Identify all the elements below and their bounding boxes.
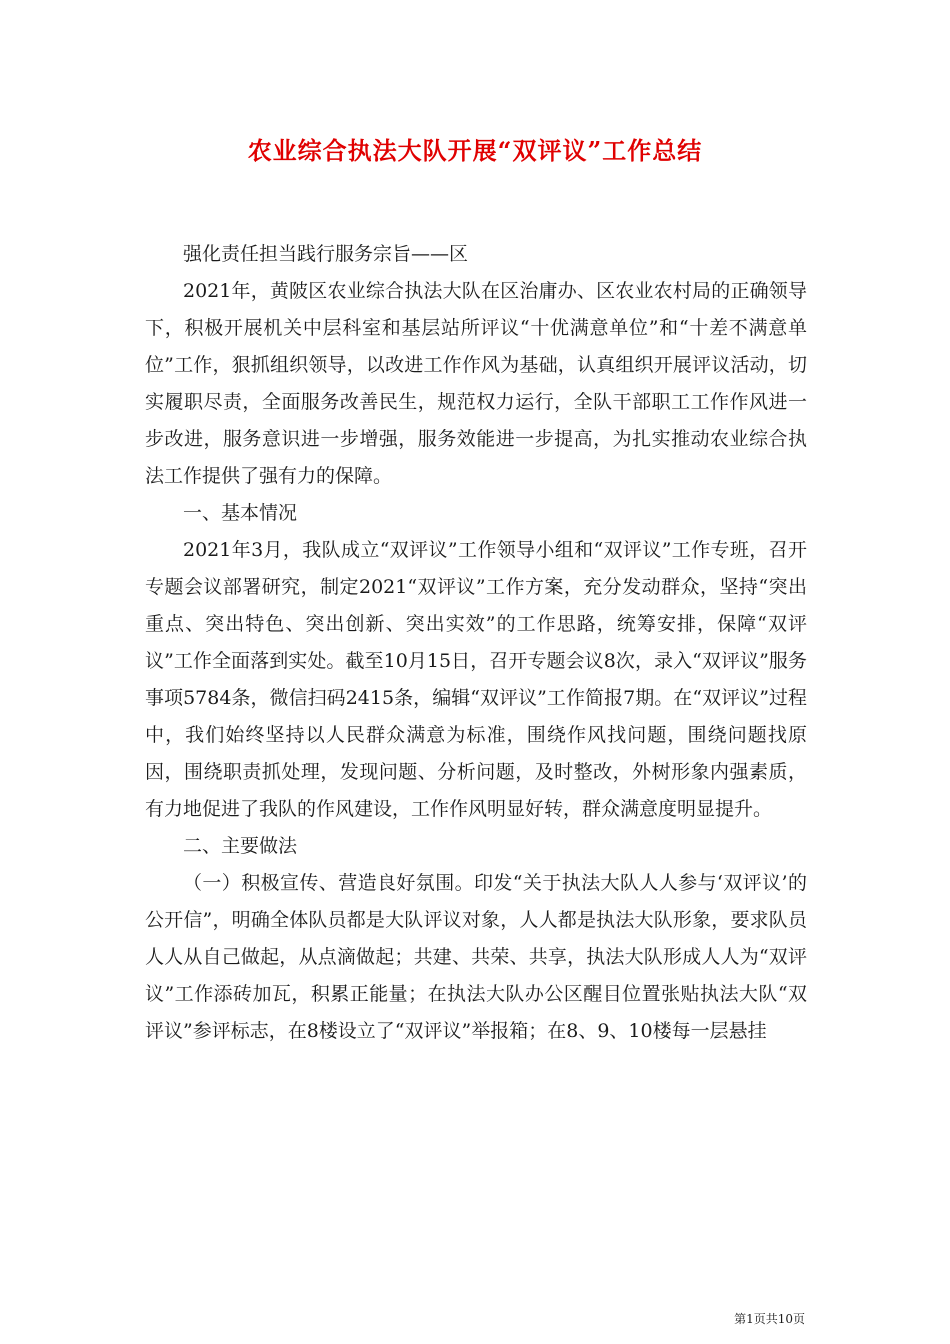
page-number: 第1页共10页 <box>734 1312 805 1326</box>
paragraph-subtitle: 强化责任担当践行服务宗旨——区 <box>183 243 469 265</box>
section-heading-practices: 二、主要做法 <box>183 835 298 857</box>
section-heading-basic: 一、基本情况 <box>183 502 298 524</box>
paragraph-basic-situation: 2021年3月，我队成立“双评议”工作领导小组和“双评议”工作专班，召开专题会议部署研究，制定2021“双评议”工作方案，充分发动群众，坚持“突出重点、突出特色、突出创新、突出实效”的工作思路，统筹安排，保障“双评议”工作全面落到实处。截至10月15日，召开专题会议8次，录入“双评议”服务事项5784条，微信扫码2415条，编辑“双评议”工作简报7期。在“双评议”过程中，我们始终坚持以人民群众满意为标准，围绕作风找问题，围绕问题找原因，围绕职责抓处理，发现问题、分析问题，及时整改，外树形象内强素质，有力地促进了我队的作风建设，工作作风明显好转，群众满意度明显提升。 <box>145 539 807 820</box>
document-body <box>145 236 807 1050</box>
paragraph-practice-one: （一）积极宣传、营造良好氛围。印发“关于执法大队人人参与‘双评议’的公开信”，明确全体队员都是大队评议对象，人人都是执法大队形象，要求队员人人从自己做起，从点滴做起；共建、共荣、共享，执法大队形成人人为“双评议”工作添砖加瓦，积累正能量；在执法大队办公区醒目位置张贴执法大队“双评议”参评标志，在8楼设立了“双评议”举报箱；在8、9、10楼每一层悬挂 <box>145 872 807 1042</box>
paragraph-intro: 2021年，黄陂区农业综合执法大队在区治庸办、区农业农村局的正确领导下，积极开展机关中层科室和基层站所评议“十优满意单位”和“十差不满意单位”工作，狠抓组织领导，以改进工作作风为基础，认真组织开展评议活动，切实履职尽责，全面服务改善民生，规范权力运行，全队干部职工工作作风进一步改进，服务意识进一步增强，服务效能进一步提高，为扎实推动农业综合执法工作提供了强有力的保障。 <box>145 280 807 487</box>
page-title: 农业综合执法大队开展“双评议”工作总结 <box>247 136 703 165</box>
